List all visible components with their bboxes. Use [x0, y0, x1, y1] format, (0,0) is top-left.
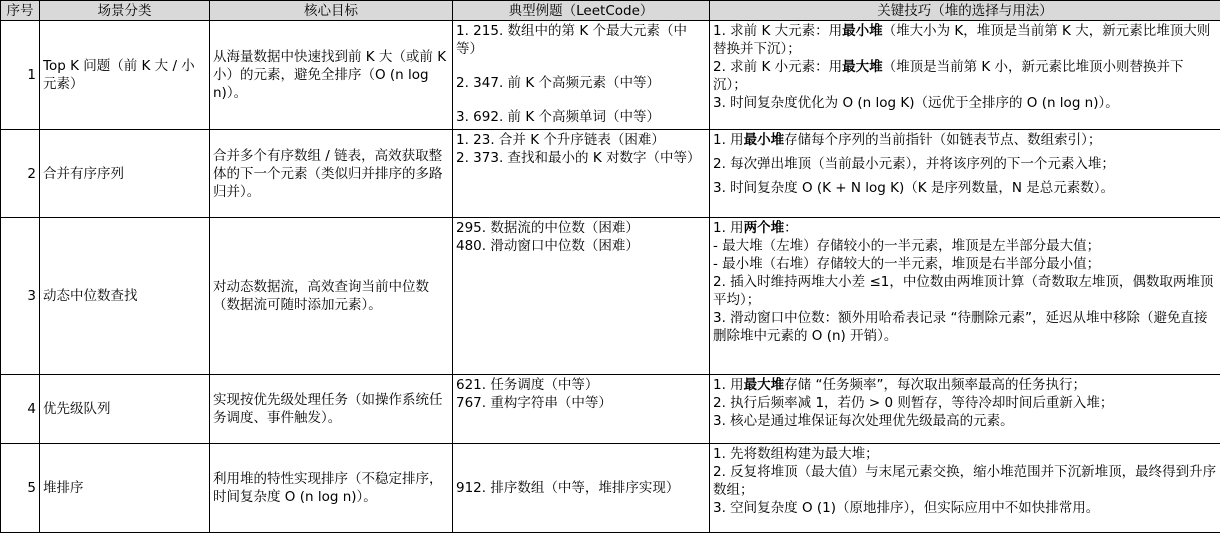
scene-cell: 优先级队列 [40, 375, 210, 444]
table-row [1, 444, 1220, 533]
example-item: 2. 347. 前 K 个高频元素（中等） [456, 75, 660, 91]
header-goal: 核心目标 [210, 1, 453, 21]
tip-item: 3. 时间复杂度 O (K + N log K)（K 是序列数量，N 是总元素数）。 [713, 180, 1115, 196]
tips-cell [710, 375, 1220, 444]
example-item: 1. 23. 合并 K 个升序链表（困难） [456, 132, 665, 148]
tip-item: 1. 求前 K 大元素：用最小堆（堆大小为 K，堆顶是当前第 K 大，新元素比堆顶大则替换并下沉）； [713, 23, 1211, 57]
scene-cell: 动态中位数查找 [40, 218, 210, 375]
tips-cell [710, 218, 1220, 375]
heap-type-emphasis: 最小堆 [743, 132, 785, 148]
scene-cell: 合并有序序列 [40, 130, 210, 218]
tip-item: 2. 求前 K 小元素：用最大堆（堆顶是当前第 K 小，新元素比堆顶小则替换并下沉）； [713, 59, 1184, 93]
tip-item: 3. 核心是通过堆保证每次处理优先级最高的元素。 [713, 413, 1014, 429]
heap-type-emphasis: 最大堆 [743, 377, 785, 393]
heap-type-emphasis: 两个堆 [743, 220, 785, 236]
examples-cell [453, 21, 710, 130]
example-item: 3. 692. 前 K 个高频单词（中等） [456, 109, 660, 125]
tip-item: 1. 用两个堆： [713, 220, 798, 236]
examples-cell [453, 218, 710, 375]
row-number: 1 [1, 21, 40, 130]
tip-item: 2. 执行后频率减 1，若仍 > 0 则暂存，等待冷却时间后重新入堆； [713, 395, 1114, 411]
tip-item: 2. 每次弹出堆顶（当前最小元素），并将该序列的下一个元素入堆； [713, 156, 1115, 172]
example-item: 480. 滑动窗口中位数（困难） [456, 238, 639, 254]
example-item: 1. 215. 数组中的第 K 个最大元素（中等） [456, 23, 687, 57]
row-number: 4 [1, 375, 40, 444]
tips-cell [710, 21, 1220, 130]
example-item: 621. 任务调度（中等） [456, 377, 599, 393]
table-row [1, 218, 1220, 375]
row-number: 2 [1, 130, 40, 218]
goal-cell: 对动态数据流，高效查询当前中位数（数据流可随时添加元素）。 [210, 218, 453, 375]
example-item: 2. 373. 查找和最小的 K 对数字（中等） [456, 150, 701, 166]
examples-cell [453, 375, 710, 444]
header-examples: 典型例题（LeetCode） [453, 1, 710, 21]
header-tips: 关键技巧（堆的选择与用法） [710, 1, 1220, 21]
goal-cell: 利用堆的特性实现排序（不稳定排序，时间复杂度 O (n log n)）。 [210, 444, 453, 533]
table-row [1, 375, 1220, 444]
tip-item: 1. 先将数组构建为最大堆； [713, 446, 879, 462]
header-no: 序号 [1, 1, 40, 21]
table-row [1, 21, 1220, 130]
tips-cell [710, 130, 1220, 218]
tip-item: 3. 滑动窗口中位数：额外用哈希表记录 “待删除元素”，延迟从堆中移除（避免直接删除堆中元素的 O (n) 开销）。 [713, 310, 1208, 344]
goal-cell: 合并多个有序数组 / 链表，高效获取整体的下一个元素（类似归并排序的多路归并）。 [210, 130, 453, 218]
row-number: 3 [1, 218, 40, 375]
row-number: 5 [1, 444, 40, 533]
header-scene: 场景分类 [40, 1, 210, 21]
example-item: 295. 数据流的中位数（困难） [456, 220, 639, 236]
tip-item: 1. 用最大堆存储 “任务频率”，每次取出频率最高的任务执行； [713, 377, 1086, 393]
goal-cell: 实现按优先级处理任务（如操作系统任务调度、事件触发）。 [210, 375, 453, 444]
header-row [1, 1, 1220, 21]
scene-cell: 堆排序 [40, 444, 210, 533]
tips-cell [710, 444, 1220, 533]
example-item: 767. 重构字符串（中等） [456, 395, 612, 411]
scene-cell: Top K 问题（前 K 大 / 小元素） [40, 21, 210, 130]
examples-cell [453, 130, 710, 218]
table-row [1, 130, 1220, 218]
tip-item: - 最小堆（右堆）存储较大的一半元素，堆顶是右半部分最小值； [713, 256, 1101, 272]
heap-type-emphasis: 最小堆 [842, 23, 883, 39]
examples-cell [453, 444, 710, 533]
tip-item: 3. 空间复杂度 O (1)（原地排序），但实际应用中不如快排常用。 [713, 500, 1100, 516]
tip-item: 2. 插入时维持两堆大小差 ≤1，中位数由两堆顶计算（奇数取左堆顶，偶数取两堆顶平均）； [713, 274, 1214, 308]
tip-item: 1. 用最小堆存储每个序列的当前指针（如链表节点、数组索引）； [713, 132, 1102, 148]
tip-item: - 最大堆（左堆）存储较小的一半元素，堆顶是左半部分最大值； [713, 238, 1101, 254]
tip-item: 3. 时间复杂度优化为 O (n log K)（远优于全排序的 O (n log n)）。 [713, 95, 1119, 111]
heap-type-emphasis: 最大堆 [842, 59, 883, 75]
example-item: 912. 排序数组（中等，堆排序实现） [456, 480, 680, 496]
goal-cell: 从海量数据中快速找到前 K 大（或前 K 小）的元素，避免全排序（O (n log n)）。 [210, 21, 453, 130]
tip-item: 2. 反复将堆顶（最大值）与末尾元素交换，缩小堆范围并下沉新堆顶，最终得到升序数组； [713, 464, 1217, 498]
